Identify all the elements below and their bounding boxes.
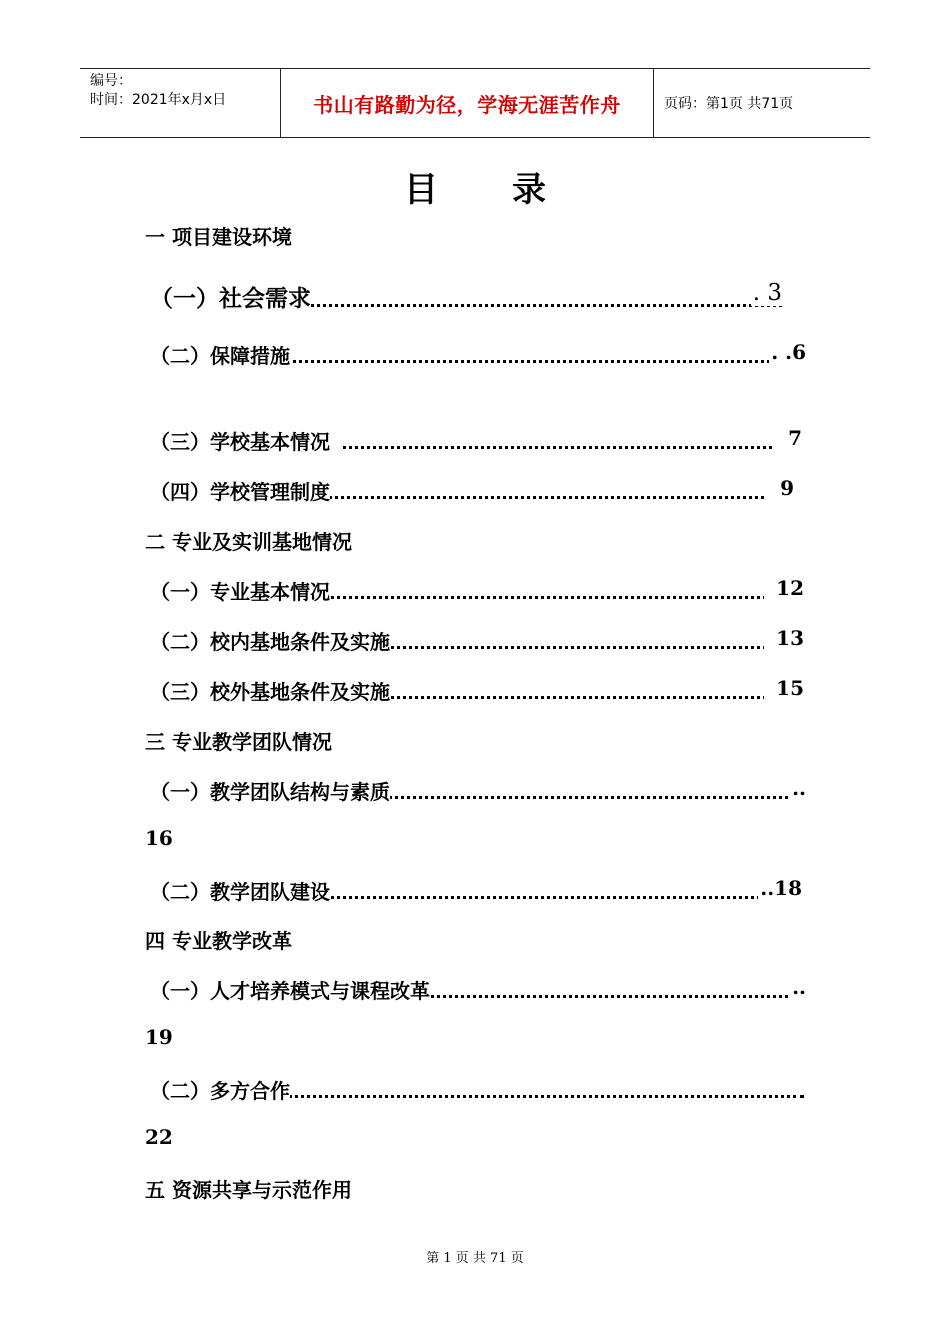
toc-entry-title: （一）人才培养模式与课程改革 [150,975,430,1004]
toc-entry[interactable] [150,1075,804,1104]
toc-entry-page-continued: 16 [145,826,173,850]
page-footer: 第 1 页 共 71 页 [426,1251,524,1266]
toc-entry-title: （一）社会需求 [150,280,311,313]
toc-entry-page: 13 [764,626,804,650]
toc-entry-page: ..18 [760,876,802,900]
number-label: 编号： [90,73,132,89]
toc-section-5: 五 资源共享与示范作用 [145,1178,352,1202]
toc-entry[interactable] [150,576,804,605]
toc-entry-page: .. [792,975,806,999]
toc-entry[interactable] [150,975,806,1004]
toc-entry[interactable] [150,776,806,805]
toc-entry-page: . 3 [752,280,782,306]
toc-entry[interactable] [150,676,804,705]
toc-entry[interactable] [150,876,802,905]
time-label: 时间：2021年x月x日 [90,92,227,108]
toc-entry[interactable] [150,476,794,505]
toc-entry-page: 12 [764,576,804,600]
toc-entry[interactable] [150,426,802,455]
toc-entry-title: （三）校外基地条件及实施 [150,676,390,705]
toc-entry-page-continued: 19 [145,1025,173,1049]
toc-entry-page: 7 [774,426,802,450]
toc-section-2: 二 专业及实训基地情况 [145,530,352,554]
toc-entry[interactable] [150,340,806,369]
toc-entry-page-continued: 22 [145,1125,173,1149]
toc-entry-title: （二）保障措施 [150,340,290,369]
toc-entry-title: （二）校内基地条件及实施 [150,626,390,655]
toc-section-1: 一 项目建设环境 [145,225,292,249]
motto-text: 书山有路勤为径，学海无涯苦作舟 [313,92,621,117]
toc-entry-page: 15 [764,676,804,700]
toc-entry-title: （一）教学团队结构与素质 [150,776,390,805]
toc-entry[interactable] [150,280,782,313]
toc-entry-title: （三）学校基本情况 [150,426,342,455]
toc-entry-page: 9 [766,476,794,500]
toc-entry-page: .. [792,776,806,800]
toc-section-3: 三 专业教学团队情况 [145,730,332,754]
toc-entry-title: （一）专业基本情况 [150,576,330,605]
title-char-2: 录 [512,170,546,210]
toc-entry-title: （二）教学团队建设 [150,876,330,905]
title-char-1: 目 [404,170,438,210]
page-info: 页码：第1页 共71页 [664,96,794,112]
toc-section-4: 四 专业教学改革 [145,929,292,953]
toc-entry-title: （四）学校管理制度 [150,476,330,505]
toc-entry-title: （二）多方合作 [150,1075,290,1104]
toc-entry-page: . .6 [771,340,806,364]
toc-entry[interactable] [150,626,804,655]
